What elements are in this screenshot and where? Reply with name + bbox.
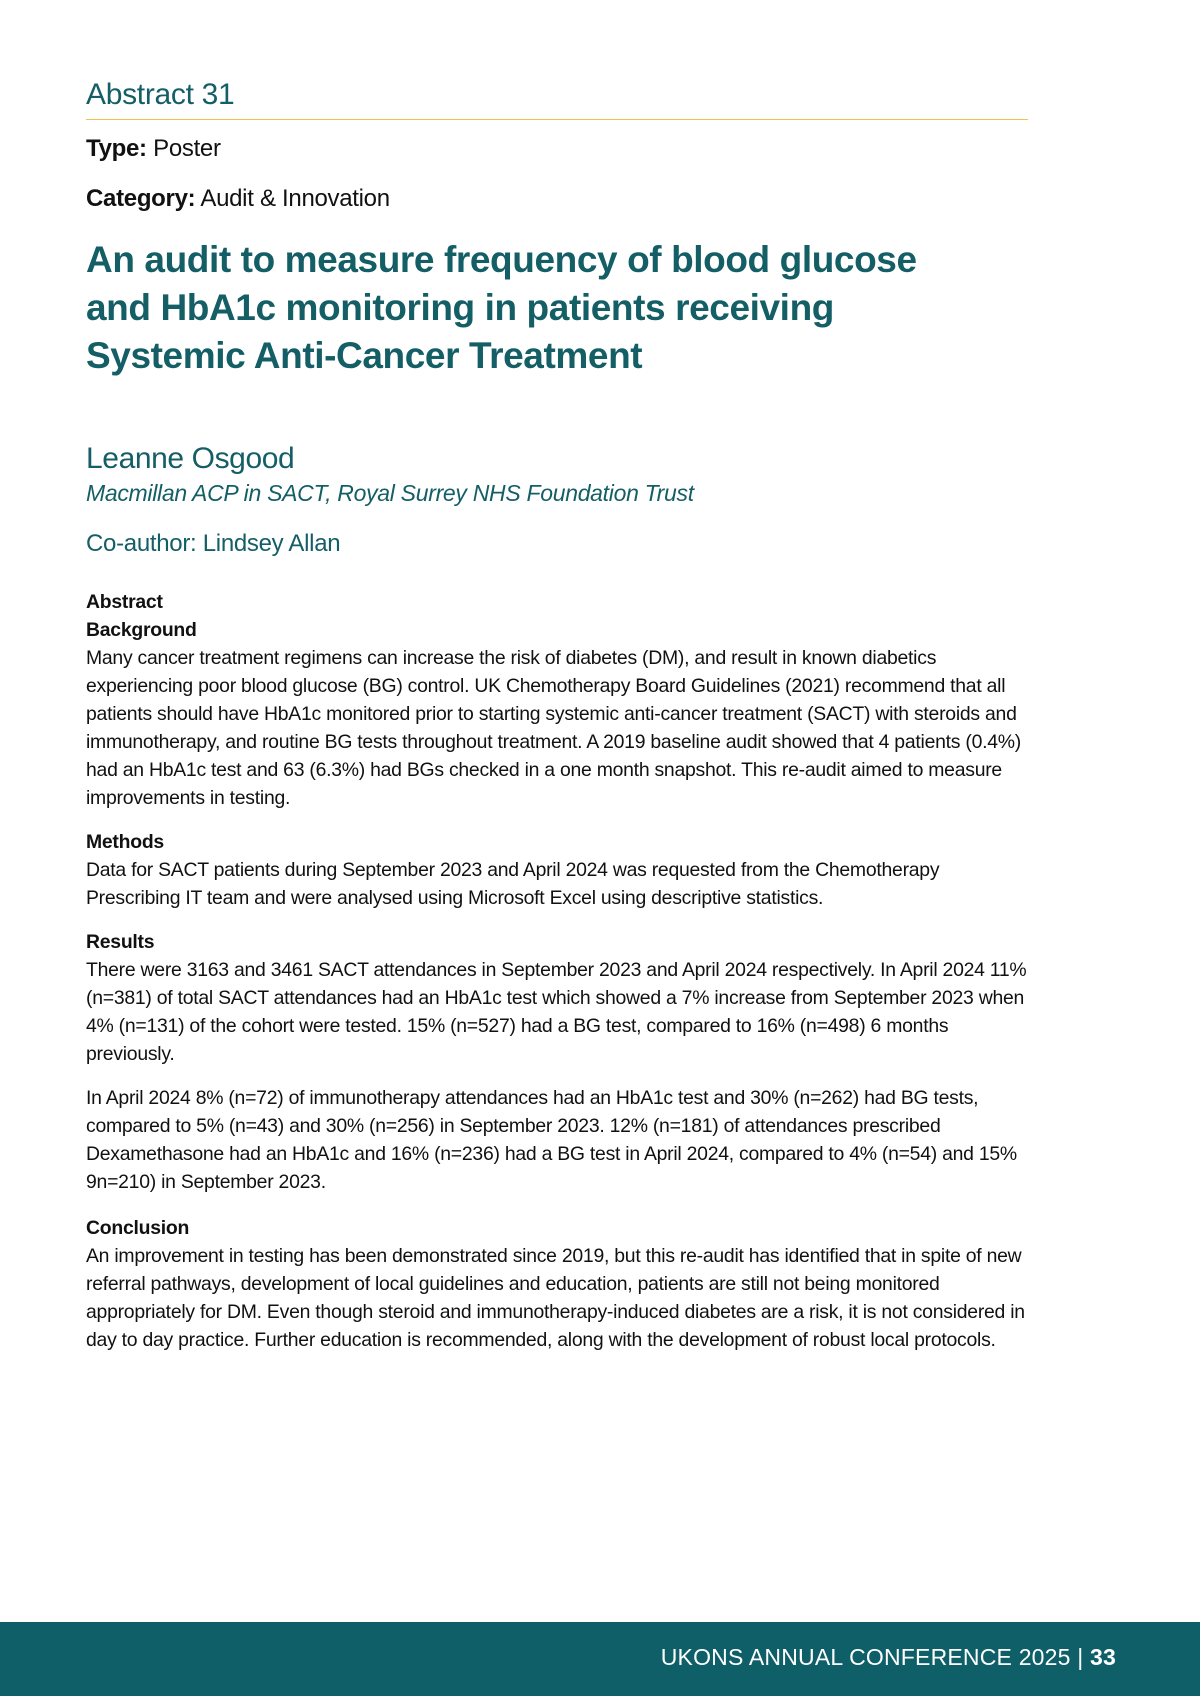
results-section-2 bbox=[86, 1084, 1030, 1196]
header-divider bbox=[86, 119, 1028, 120]
category-value: Audit & Innovation bbox=[200, 185, 390, 212]
type-line bbox=[86, 135, 221, 163]
type-label: Type: bbox=[86, 135, 147, 162]
abstract-number: Abstract 31 bbox=[86, 78, 235, 111]
page-number: 33 bbox=[1090, 1644, 1116, 1670]
results-text-1: There were 3163 and 3461 SACT attendances in September 2023 and April 2024 respectively. In April 2024 11% (n=381) of total SACT attendances had an HbA1c test which showed a 7% increase from September 2023 when 4% (n=131) of the cohort were tested. 15% (n=527) had a BG test, compared to 16% (n=498) 6 months previously. bbox=[86, 959, 1027, 1065]
background-section bbox=[86, 588, 1030, 812]
background-heading: Background bbox=[86, 619, 197, 641]
methods-heading: Methods bbox=[86, 831, 164, 853]
results-heading: Results bbox=[86, 931, 155, 953]
conclusion-text: An improvement in testing has been demonstrated since 2019, but this re-audit has identified that in spite of new referral pathways, development of local guidelines and education, patients are still not being monitored appropriately for DM. Even though steroid and immunotherapy-induced diabetes are a risk, it is not considered in day to day practice. Further education is recommended, along with the development of robust local protocols. bbox=[86, 1245, 1025, 1351]
conclusion-heading: Conclusion bbox=[86, 1217, 190, 1239]
footer-text bbox=[661, 1644, 1116, 1671]
conference-name: UKONS ANNUAL CONFERENCE 2025 bbox=[660, 1644, 1071, 1670]
methods-section bbox=[86, 828, 1030, 912]
coauthor: Co-author: Lindsey Allan bbox=[86, 530, 341, 557]
results-text-2: In April 2024 8% (n=72) of immunotherapy attendances had an HbA1c test and 30% (n=262) had BG tests, compared to 5% (n=43) and 30% (n=256) in September 2023. 12% (n=181) of attendances prescribed Dexamethasone had an HbA1c and 16% (n=236) had a BG test in April 2024, compared to 4% (n=54) and 15% 9n=210) in September 2023. bbox=[86, 1087, 1017, 1193]
type-value: Poster bbox=[153, 135, 221, 162]
author-name: Leanne Osgood bbox=[86, 442, 295, 475]
abstract-heading: Abstract bbox=[86, 591, 163, 613]
author-affiliation: Macmillan ACP in SACT, Royal Surrey NHS Foundation Trust bbox=[86, 480, 694, 506]
category-label: Category: bbox=[86, 185, 196, 212]
category-line bbox=[86, 185, 390, 213]
footer-bar bbox=[0, 1622, 1200, 1696]
results-section bbox=[86, 928, 1030, 1068]
conclusion-section bbox=[86, 1214, 1030, 1354]
page-title: An audit to measure frequency of blood glucose and HbA1c monitoring in patients receiving Systemic Anti-Cancer Treatment bbox=[86, 239, 917, 376]
methods-text: Data for SACT patients during September 2023 and April 2024 was requested from the Chemotherapy Prescribing IT team and were analysed using Microsoft Excel using descriptive statistics. bbox=[86, 859, 940, 909]
footer-separator: | bbox=[1070, 1644, 1091, 1670]
background-text: Many cancer treatment regimens can increase the risk of diabetes (DM), and result in known diabetics experiencing poor blood glucose (BG) control. UK Chemotherapy Board Guidelines (2021) recommend that all patients should have HbA1c monitored prior to starting systemic anti-cancer treatment (SACT) with steroids and immunotherapy, and routine BG tests throughout treatment. A 2019 baseline audit showed that 4 patients (0.4%) had an HbA1c test and 63 (6.3%) had BGs checked in a one month snapshot. This re-audit aimed to measure improvements in testing. bbox=[86, 647, 1021, 809]
